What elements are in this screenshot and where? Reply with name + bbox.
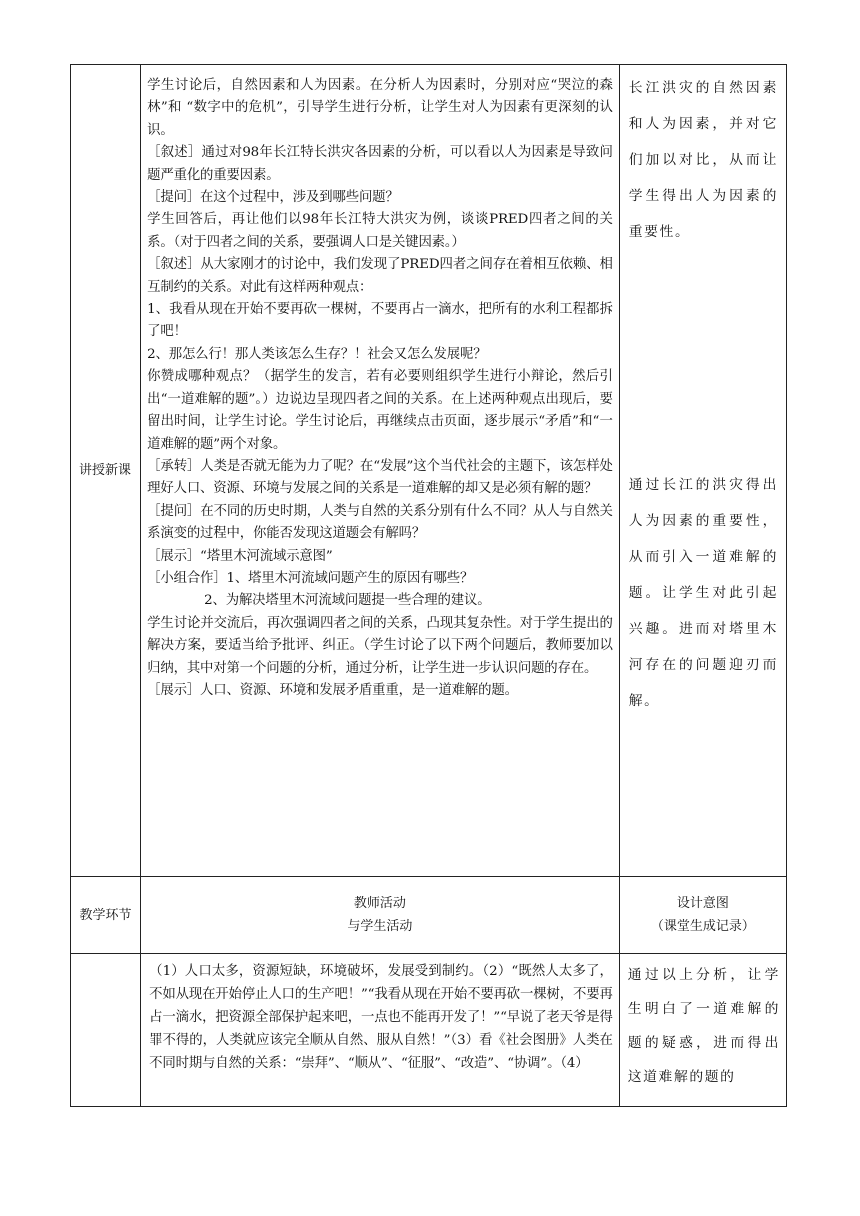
activity-text: （1）人口太多，资源短缺，环境破坏，发展受到制约。（2）“既然人太多了，不如从现在开始停止人口的生产吧！”“我看从现在开始不要再砍一棵树，不要再占一滴水，把资源全部保护起来吧，一点也不能再开发了！”“早说了老天爷是得罪不得的，人类就应该完全顺从自然、服从自然！”（3）看《社会图册》人类在不同时期与自然的关系：“崇拜”、“顺从”、“征服”、“改造”、“协调”。（4）	[149, 964, 613, 1071]
paragraph: ［叙述］通过对98年长江特长洪灾各因素的分析，可以看以人为因素是导致问题严重化的重要因素。	[147, 145, 613, 183]
table-row	[71, 954, 787, 1107]
design-intent-text-2: 通过长江的洪灾得出人为因素的重要性，从而引入一道难解的题。让学生对此引起兴趣。进而对塔里木河存在的问题迎刃而解。	[628, 477, 778, 709]
stage-label-cell	[71, 954, 141, 1107]
activity-cell	[141, 954, 620, 1107]
header-intent-line2: （课堂生成记录）	[650, 919, 755, 934]
paragraph: ［叙述］从大家刚才的讨论中，我们发现了PRED四者之间存在着相互依赖、相互制约的关系。对此有这样两种观点：	[147, 257, 613, 295]
header-activity-line1: 教师活动	[353, 896, 406, 911]
table-row	[71, 65, 787, 877]
paragraph: 学生回答后，再让他们以98年长江特大洪灾为例，谈谈PRED四者之间的关系。（对于四者之间的关系，要强调人口是关键因素。）	[147, 212, 613, 250]
header-stage	[71, 877, 141, 954]
paragraph: 2、那怎么行！那人类该怎么生存？！社会又怎么发展呢？	[147, 346, 487, 362]
paragraph: 学生讨论并交流后，再次强调四者之间的关系，凸现其复杂性。对于学生提出的解决方案，要适当给予批评、纠正。（学生讨论了以下两个问题后，教师要加以归纳，其中对第一个问题的分析，通过分析，让学生进一步认识问题的存在。	[147, 615, 613, 676]
design-intent-cell	[619, 65, 786, 877]
header-intent	[619, 877, 786, 954]
design-intent-cell	[619, 954, 786, 1107]
design-intent-text-1: 长江洪灾的自然因素和人为因素，并对它们加以对比，从而让学生得出人为因素的重要性。	[628, 80, 778, 240]
header-intent-line1: 设计意图	[676, 896, 729, 911]
table-header-row	[71, 877, 787, 954]
header-activity-line2: 与学生活动	[347, 919, 413, 934]
paragraph: 2、为解决塔里木河流域问题提一些合理的建议。	[204, 593, 491, 609]
paragraph: ［小组合作］1、塔里木河流域问题产生的原因有哪些？	[147, 570, 474, 586]
paragraph: ［提问］在这个过程中，涉及到哪些问题？	[147, 190, 399, 206]
paragraph: ［展示］“塔里木河流域示意图”	[147, 548, 333, 564]
activity-cell	[141, 65, 620, 877]
paragraph: ［承转］人类是否就无能为力了呢？在“发展”这个当代社会的主题下，该怎样处理好人口、资源、环境与发展之间的关系是一道难解的却又是必须有解的题？	[147, 458, 613, 497]
paragraph: 学生讨论后，自然因素和人为因素。在分析人为因素时，分别对应“哭泣的森林”和 “数字中的危机”，引导学生进行分析，让学生对人为因素有更深刻的认识。	[147, 78, 613, 138]
lesson-plan-table	[70, 64, 787, 1107]
header-stage-label: 教学环节	[79, 907, 132, 923]
paragraph: 你赞成哪种观点？（据学生的发言，若有必要则组织学生进行小辩论，然后引出“一道难解的题”。）边说边呈现四者之间的关系。在上述两种观点出现后，要留出时间，让学生讨论。学生讨论后，再继续点击页面，逐步展示“矛盾”和“一道难解的题”两个对象。	[147, 369, 613, 452]
paragraph: 1、我看从现在开始不要再砍一棵树，不要再占一滴水，把所有的水利工程都拆了吧！	[147, 302, 613, 340]
paragraph: ［展示］人口、资源、环境和发展矛盾重重，是一道难解的题。	[147, 682, 518, 698]
activity-text	[141, 65, 619, 706]
paragraph: ［提问］在不同的历史时期，人类与自然的关系分别有什么不同？从人与自然关系演变的过程中，你能否发现这道题会有解吗？	[147, 503, 613, 542]
design-intent-text: 通过以上分析，让学生明白了一道难解的题的疑惑，进而得出这道难解的题的	[627, 967, 780, 1085]
stage-label-cell	[71, 65, 141, 877]
header-activity	[141, 877, 620, 954]
stage-label: 讲授新课	[79, 462, 132, 478]
